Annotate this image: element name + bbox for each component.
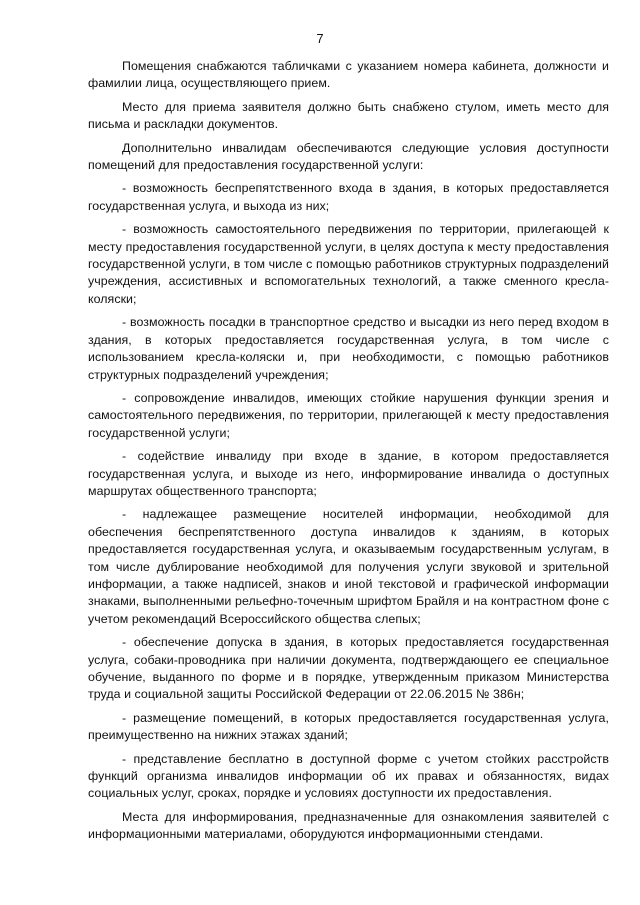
list-item-lower-floors: - размещение помещений, в которых предоставляется государственная услуга, преимущественно на нижних этажах зданий;	[88, 710, 609, 743]
list-item-entry-exit: - возможность беспрепятственного входа в здания, в которых предоставляется государственная услуга, и выхода из них;	[88, 181, 609, 213]
paragraph-information-stands: Места для информирования, предназначенные для ознакомления заявителей с информационными материалами, оборудуются информационными стендами.	[88, 809, 609, 842]
list-item-escort: - сопровождение инвалидов, имеющих стойкие нарушения функции зрения и самостоятельного передвижения, по территории, прилегающей к месту предоставления государственной услуги;	[88, 390, 609, 440]
paragraph-reception-place: Место для приема заявителя должно быть снабжено стулом, иметь место для письма и раскладки документов.	[88, 99, 609, 132]
list-item-guide-dog: - обеспечение допуска в здания, в которых предоставляется государственная услуга, собаки-проводника при наличии документа, подтверждающего ее специальное обучение, выданного по форме и в порядке, утвержденным приказом Министерства труда и социальной защиты Российской Федерации от 22.06.2015 № 386н;	[88, 635, 609, 702]
page-number: 7	[316, 31, 324, 46]
list-item-movement: - возможность самостоятельного передвижения по территории, прилегающей к месту предоставления государственной услуги, в целях доступа к месту предоставления государственной услуги, в том числе с помощью работников структурных подразделений учреждения, ассистивных и вспомогательных технологий, а также сменного кресла-коляски;	[88, 222, 609, 306]
paragraph-signage: Помещения снабжаются табличками с указанием номера кабинета, должности и фамилии лица, осуществляющего прием.	[88, 59, 609, 91]
paragraph-accessibility-intro: Дополнительно инвалидам обеспечиваются следующие условия доступности помещений для предоставления государственной услуги:	[88, 140, 609, 173]
list-item-entry-assistance: - содействие инвалиду при входе в здание, в котором предоставляется государственная услуга, и выходе из него, информирование инвалида о доступных маршрутах общественного транспорта;	[88, 449, 609, 498]
list-item-free-information: - представление бесплатно в доступной форме с учетом стойких расстройств функций организма инвалидов информации об их правах и обязанностях, видах социальных услуг, сроках, порядке и условиях доступности их предоставления.	[88, 751, 609, 801]
document-body	[88, 58, 609, 850]
list-item-information-carriers: - надлежащее размещение носителей информации, необходимой для обеспечения беспрепятственного доступа инвалидов к зданиям, в которых предоставляется государственная услуга, и оказываемым государственным услугам, в том числе дублирование необходимой для получения услуги звуковой и зрительной информации, а также надписей, знаков и иной текстовой и графической информации знаками, выполненными рельефно-точечным шрифтом Брайля и на контрастном фоне с учетом рекомендаций Всероссийского общества слепых;	[88, 507, 609, 626]
list-item-transport-boarding: - возможность посадки в транспортное средство и высадки из него перед входом в здания, в которых предоставляется государственная услуга, в том числе с использованием кресла-коляски и, при необходимости, с помощью работников структурных подразделений учреждения;	[88, 315, 609, 382]
